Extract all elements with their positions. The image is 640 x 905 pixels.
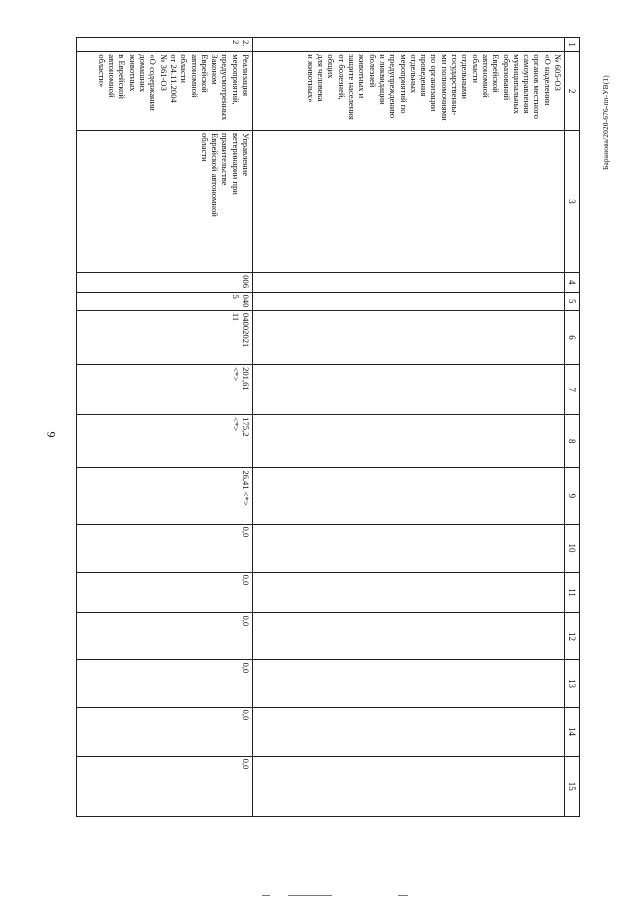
header-cell: 3: [565, 131, 580, 273]
header-cell: 6: [565, 310, 580, 364]
measure-name-cell: № 605-ОЗ «О наделении органов местного самоуправления муниципальных образований Еврейской автономной области отдельными государственны- ми полномочиями по организации проведения отдельных мероприятий по предупреждению и ликвидации болезней животных и защите населения от болезней, общих для человека и животных»: [253, 52, 565, 131]
header-cell: 12: [565, 613, 580, 660]
value-cell: 0,0: [77, 707, 253, 756]
table-row: [253, 38, 565, 817]
grbs-cell: 006: [77, 273, 253, 292]
header-cell: 14: [565, 707, 580, 756]
footer-line: [398, 895, 408, 896]
page-number: 9: [44, 431, 59, 438]
header-cell: 10: [565, 524, 580, 572]
value-cell: [253, 572, 565, 613]
header-cell: 4: [565, 273, 580, 292]
table-header-row: [565, 38, 580, 817]
header-cell: 7: [565, 365, 580, 415]
csr-cell: [253, 310, 565, 364]
header-cell: 5: [565, 292, 580, 310]
value-cell: 26,41 <*>: [77, 468, 253, 524]
table-row: [77, 38, 253, 817]
executor-cell: Управление ветеринарии при правительстве Еврейской автономной области: [77, 131, 253, 273]
value-cell: [253, 468, 565, 524]
header-cell: 13: [565, 660, 580, 707]
value-cell: [253, 365, 565, 415]
rzpr-cell: 0405: [77, 292, 253, 310]
budget-table-grid: [76, 37, 580, 817]
csr-cell: 04002021 11: [77, 310, 253, 364]
value-cell: [253, 613, 565, 660]
grbs-cell: [253, 273, 565, 292]
header-cell: 1: [565, 38, 580, 52]
footer-line: [262, 895, 270, 896]
header-cell: 2: [565, 52, 580, 131]
value-cell: 0,0: [77, 572, 253, 613]
row-number-cell: [253, 38, 565, 52]
header-cell: 11: [565, 572, 580, 613]
value-cell: [253, 524, 565, 572]
value-cell: 0,0: [77, 756, 253, 816]
value-cell: 0,0: [77, 613, 253, 660]
value-cell: 0,0: [77, 524, 253, 572]
footer-line: [288, 895, 332, 896]
budget-table: [82, 37, 580, 817]
row-number-cell: 2.2: [77, 38, 253, 52]
executor-cell: [253, 131, 565, 273]
value-cell: 0,0: [77, 660, 253, 707]
document-reference: Баранова/2020-676-пп-УВ(1): [601, 75, 610, 170]
value-cell: [253, 660, 565, 707]
value-cell: [253, 415, 565, 468]
measure-name-cell: Реализация мероприятий, предусмотренных Законом Еврейской автономной области от 24.11.2004 № 361-ОЗ «О содержании домашних животных в Еврейской автономной области»: [77, 52, 253, 131]
value-cell: 175,2 <*>: [77, 415, 253, 468]
value-cell: [253, 756, 565, 816]
value-cell: 201,61 <*>: [77, 365, 253, 415]
header-cell: 15: [565, 756, 580, 816]
rzpr-cell: [253, 292, 565, 310]
header-cell: 8: [565, 415, 580, 468]
value-cell: [253, 707, 565, 756]
header-cell: 9: [565, 468, 580, 524]
